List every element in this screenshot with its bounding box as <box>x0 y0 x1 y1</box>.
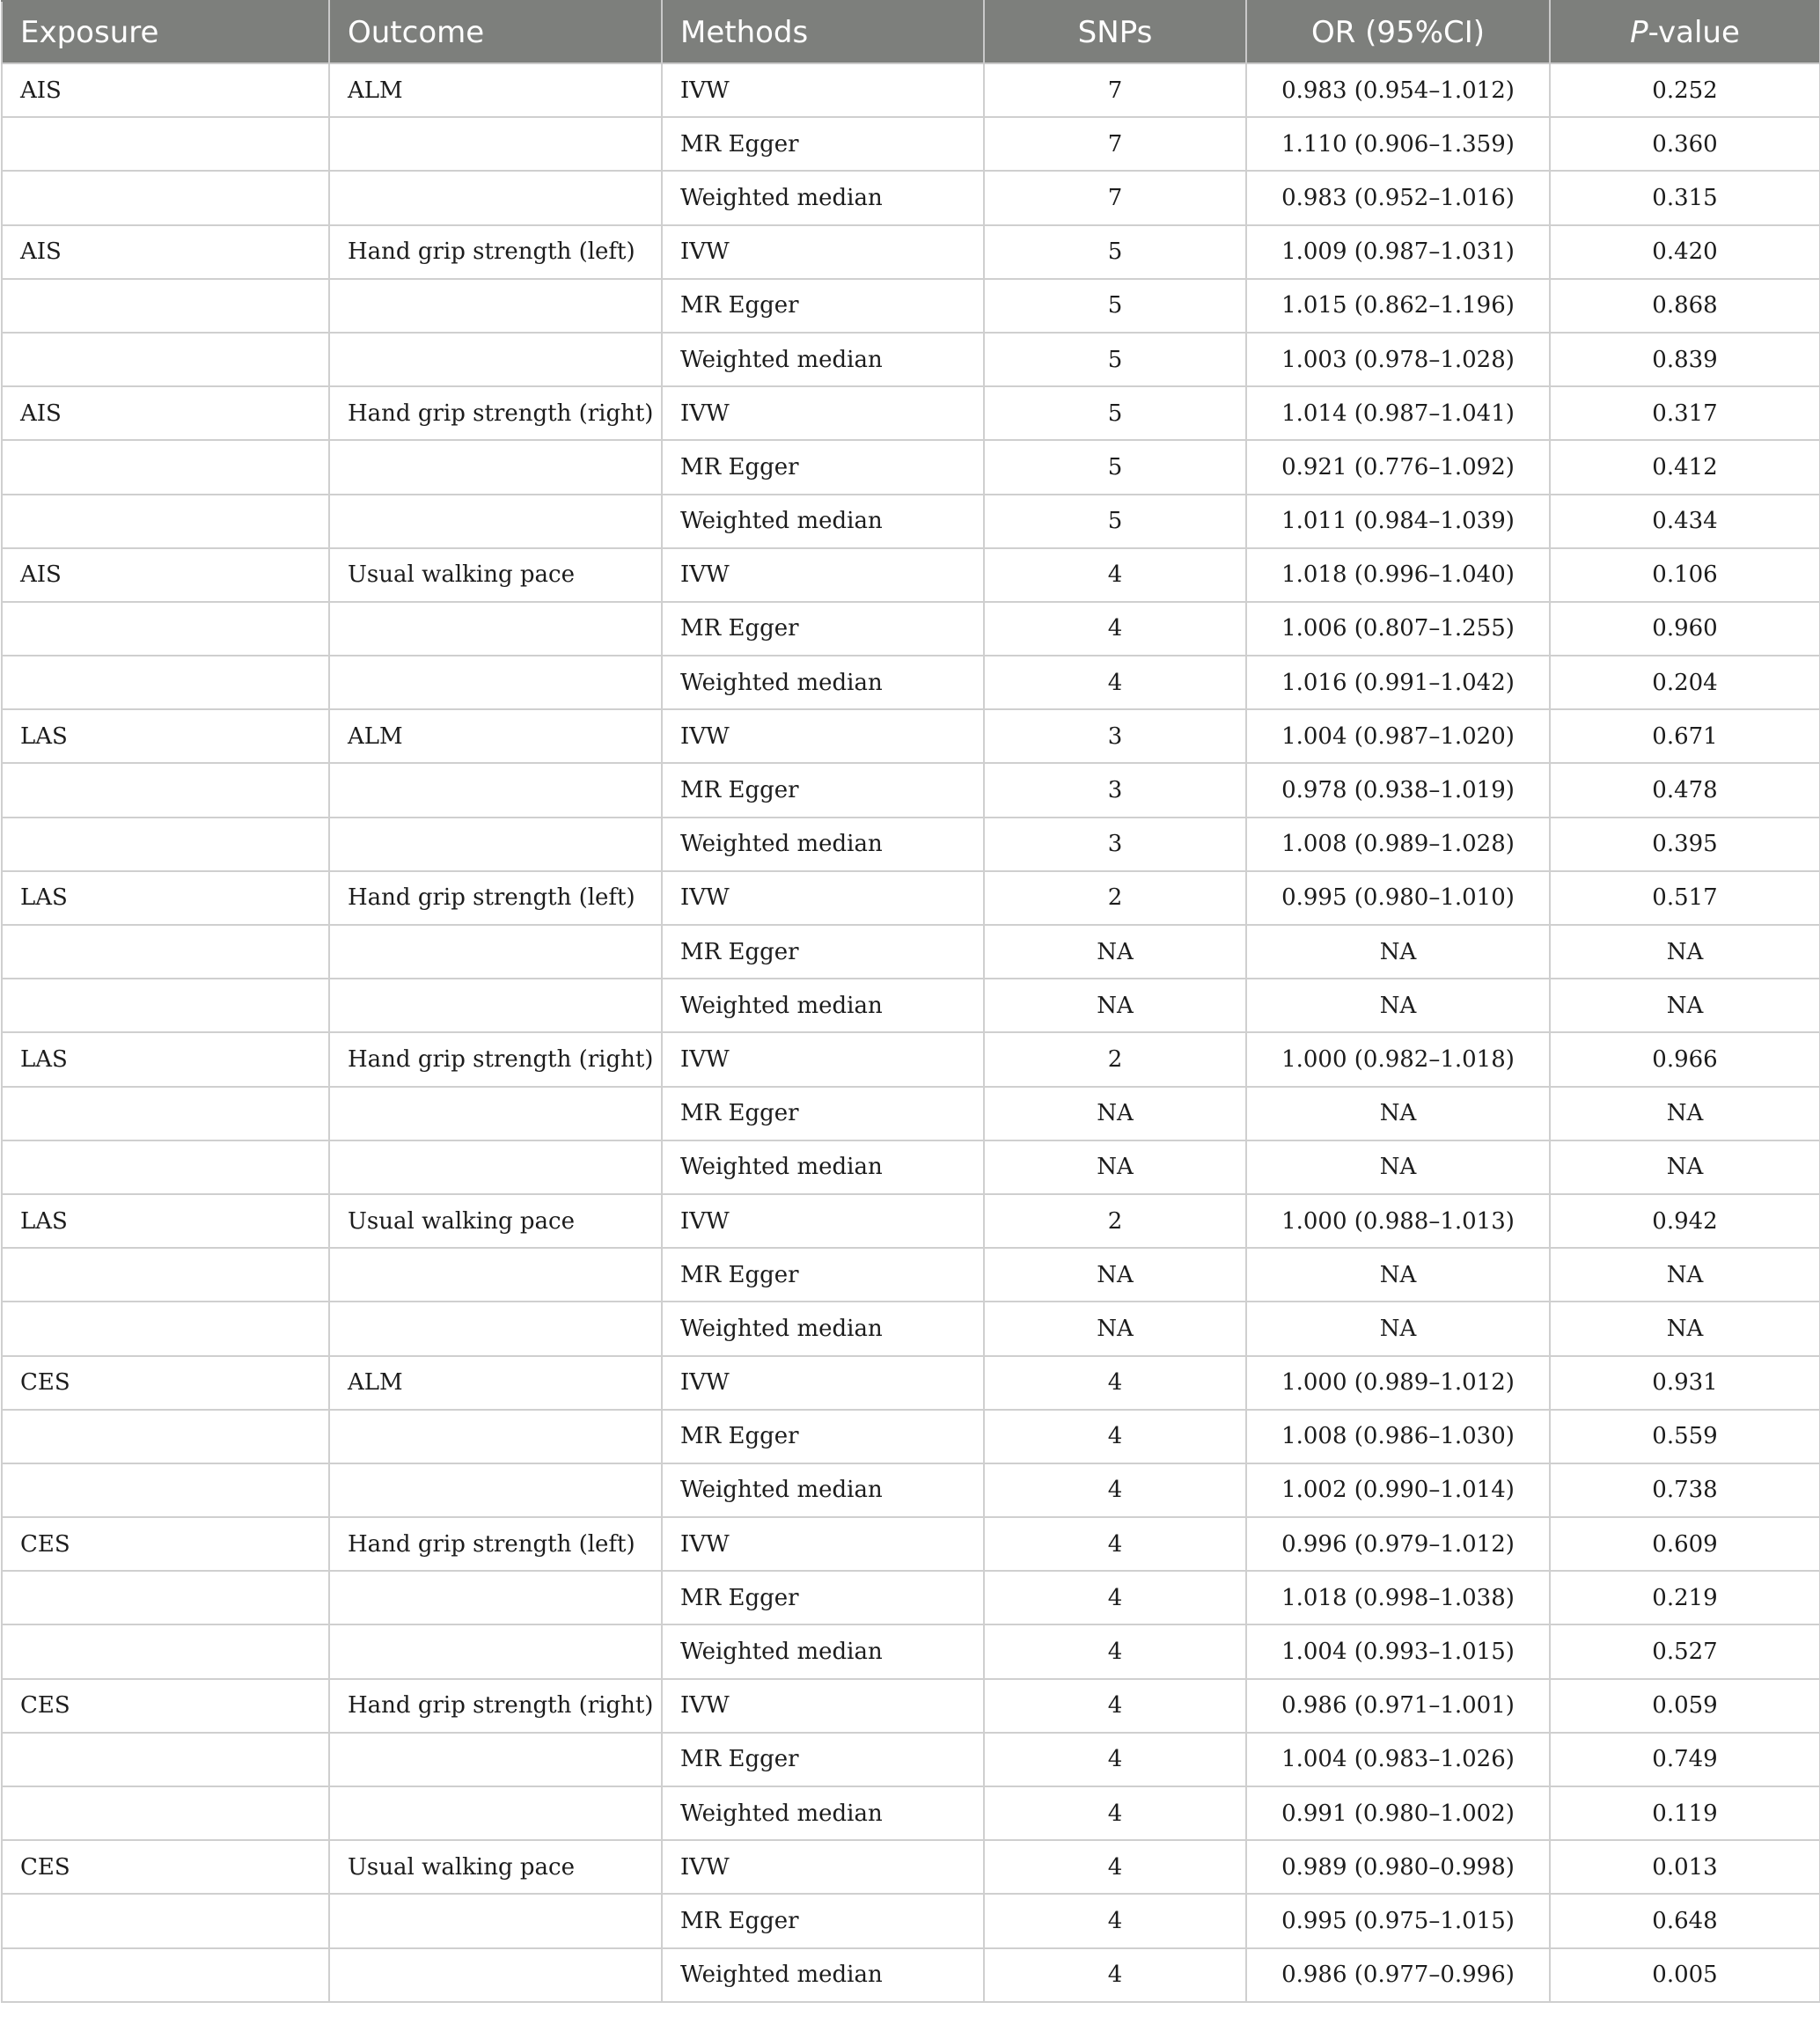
cell-or-ci: 0.986 (0.971–1.001) <box>1246 1679 1550 1733</box>
cell-snps: 4 <box>984 1894 1246 1947</box>
cell-method: IVW <box>662 548 984 602</box>
cell-snps: 7 <box>984 171 1246 224</box>
cell-snps: 4 <box>984 1948 1246 2002</box>
cell-method: MR Egger <box>662 1248 984 1302</box>
table-row <box>2 1733 1820 1786</box>
cell-method: IVW <box>662 1840 984 1894</box>
cell-snps: 4 <box>984 1624 1246 1678</box>
header-outcome: Outcome <box>329 1 662 63</box>
cell-snps: 4 <box>984 656 1246 709</box>
table-header <box>2 1 1820 63</box>
cell-method: Weighted median <box>662 495 984 548</box>
table-row <box>2 1894 1820 1947</box>
cell-method: IVW <box>662 1517 984 1571</box>
table-row <box>2 1087 1820 1140</box>
cell-or-ci: 1.002 (0.990–1.014) <box>1246 1463 1550 1517</box>
table-row <box>2 1679 1820 1733</box>
table-row <box>2 225 1820 279</box>
cell-exposure <box>2 1302 329 1355</box>
cell-outcome: ALM <box>329 1356 662 1410</box>
cell-exposure <box>2 1248 329 1302</box>
table-row <box>2 1140 1820 1194</box>
cell-outcome <box>329 495 662 548</box>
cell-exposure: AIS <box>2 225 329 279</box>
cell-snps: 5 <box>984 225 1246 279</box>
cell-outcome: Hand grip strength (left) <box>329 871 662 925</box>
cell-or-ci: 0.996 (0.979–1.012) <box>1246 1517 1550 1571</box>
table-row <box>2 709 1820 763</box>
cell-method: MR Egger <box>662 1894 984 1947</box>
cell-p-value: 0.931 <box>1550 1356 1820 1410</box>
header-exposure: Exposure <box>2 1 329 63</box>
cell-outcome <box>329 1410 662 1463</box>
cell-or-ci: 0.983 (0.952–1.016) <box>1246 171 1550 224</box>
header-p-suffix: -value <box>1648 14 1740 50</box>
cell-p-value: 0.119 <box>1550 1786 1820 1840</box>
cell-exposure <box>2 1786 329 1840</box>
cell-snps: 4 <box>984 1410 1246 1463</box>
cell-p-value: 0.609 <box>1550 1517 1820 1571</box>
cell-method: Weighted median <box>662 1624 984 1678</box>
cell-method: IVW <box>662 63 984 117</box>
cell-exposure: LAS <box>2 1194 329 1248</box>
cell-method: MR Egger <box>662 1733 984 1786</box>
cell-p-value: 0.839 <box>1550 333 1820 386</box>
cell-outcome <box>329 1948 662 2002</box>
cell-method: Weighted median <box>662 1302 984 1355</box>
cell-method: IVW <box>662 871 984 925</box>
cell-snps: NA <box>984 925 1246 979</box>
cell-exposure: LAS <box>2 1032 329 1086</box>
cell-outcome: Usual walking pace <box>329 548 662 602</box>
cell-snps: 4 <box>984 1571 1246 1624</box>
cell-or-ci: 0.983 (0.954–1.012) <box>1246 63 1550 117</box>
cell-snps: 5 <box>984 279 1246 333</box>
cell-outcome: Hand grip strength (right) <box>329 1679 662 1733</box>
cell-outcome <box>329 1087 662 1140</box>
cell-snps: 4 <box>984 1356 1246 1410</box>
cell-exposure: CES <box>2 1679 329 1733</box>
cell-outcome <box>329 763 662 817</box>
cell-snps: 2 <box>984 1194 1246 1248</box>
table-row <box>2 1517 1820 1571</box>
cell-exposure <box>2 818 329 871</box>
cell-p-value: NA <box>1550 1087 1820 1140</box>
cell-exposure: LAS <box>2 871 329 925</box>
cell-exposure <box>2 1087 329 1140</box>
cell-outcome <box>329 925 662 979</box>
cell-p-value: 0.219 <box>1550 1571 1820 1624</box>
header-p-italic: P <box>1630 14 1648 50</box>
cell-exposure <box>2 1463 329 1517</box>
cell-p-value: 0.395 <box>1550 818 1820 871</box>
cell-or-ci: 1.008 (0.989–1.028) <box>1246 818 1550 871</box>
cell-exposure <box>2 1624 329 1678</box>
cell-method: Weighted median <box>662 1140 984 1194</box>
cell-outcome <box>329 1302 662 1355</box>
cell-or-ci: 1.014 (0.987–1.041) <box>1246 386 1550 440</box>
cell-exposure: AIS <box>2 63 329 117</box>
cell-snps: NA <box>984 1140 1246 1194</box>
table-row <box>2 818 1820 871</box>
cell-outcome: Usual walking pace <box>329 1840 662 1894</box>
cell-exposure <box>2 656 329 709</box>
table-row <box>2 656 1820 709</box>
cell-p-value: 0.059 <box>1550 1679 1820 1733</box>
cell-snps: 4 <box>984 1517 1246 1571</box>
table-row <box>2 1356 1820 1410</box>
cell-snps: 7 <box>984 117 1246 171</box>
table-row <box>2 1463 1820 1517</box>
cell-or-ci: 1.000 (0.989–1.012) <box>1246 1356 1550 1410</box>
header-row <box>2 1 1820 63</box>
cell-p-value: 0.960 <box>1550 602 1820 656</box>
table-row <box>2 925 1820 979</box>
cell-exposure: AIS <box>2 386 329 440</box>
cell-method: MR Egger <box>662 440 984 494</box>
cell-exposure <box>2 440 329 494</box>
cell-outcome <box>329 979 662 1032</box>
cell-outcome <box>329 171 662 224</box>
cell-method: IVW <box>662 1679 984 1733</box>
table-row <box>2 1302 1820 1355</box>
cell-or-ci: 1.004 (0.983–1.026) <box>1246 1733 1550 1786</box>
cell-or-ci: 0.978 (0.938–1.019) <box>1246 763 1550 817</box>
table-row <box>2 440 1820 494</box>
cell-outcome <box>329 440 662 494</box>
cell-outcome: Hand grip strength (right) <box>329 1032 662 1086</box>
cell-exposure <box>2 495 329 548</box>
cell-p-value: 0.517 <box>1550 871 1820 925</box>
cell-p-value: 0.252 <box>1550 63 1820 117</box>
cell-outcome: Hand grip strength (right) <box>329 386 662 440</box>
cell-or-ci: NA <box>1246 1140 1550 1194</box>
cell-exposure <box>2 763 329 817</box>
cell-method: IVW <box>662 1194 984 1248</box>
cell-p-value: NA <box>1550 979 1820 1032</box>
cell-snps: NA <box>984 979 1246 1032</box>
cell-or-ci: NA <box>1246 1087 1550 1140</box>
table-row <box>2 979 1820 1032</box>
table-row <box>2 1410 1820 1463</box>
cell-method: MR Egger <box>662 279 984 333</box>
cell-snps: 3 <box>984 709 1246 763</box>
cell-snps: NA <box>984 1087 1246 1140</box>
cell-outcome: Hand grip strength (left) <box>329 1517 662 1571</box>
cell-method: Weighted median <box>662 1786 984 1840</box>
cell-p-value: 0.648 <box>1550 1894 1820 1947</box>
cell-outcome <box>329 279 662 333</box>
cell-snps: 4 <box>984 548 1246 602</box>
header-snps: SNPs <box>984 1 1246 63</box>
cell-or-ci: 0.995 (0.980–1.010) <box>1246 871 1550 925</box>
cell-exposure <box>2 1571 329 1624</box>
cell-or-ci: 1.006 (0.807–1.255) <box>1246 602 1550 656</box>
cell-snps: 4 <box>984 1840 1246 1894</box>
cell-method: MR Egger <box>662 1410 984 1463</box>
cell-or-ci: 1.004 (0.987–1.020) <box>1246 709 1550 763</box>
cell-exposure: CES <box>2 1356 329 1410</box>
cell-p-value: 0.966 <box>1550 1032 1820 1086</box>
cell-or-ci: 1.008 (0.986–1.030) <box>1246 1410 1550 1463</box>
cell-outcome <box>329 1463 662 1517</box>
table-row <box>2 1624 1820 1678</box>
cell-exposure <box>2 1894 329 1947</box>
table-row <box>2 495 1820 548</box>
cell-p-value: 0.559 <box>1550 1410 1820 1463</box>
cell-or-ci: 0.995 (0.975–1.015) <box>1246 1894 1550 1947</box>
cell-or-ci: 1.003 (0.978–1.028) <box>1246 333 1550 386</box>
table-row <box>2 602 1820 656</box>
cell-p-value: 0.749 <box>1550 1733 1820 1786</box>
cell-method: IVW <box>662 1032 984 1086</box>
cell-outcome <box>329 1571 662 1624</box>
cell-method: MR Egger <box>662 117 984 171</box>
cell-snps: 4 <box>984 1733 1246 1786</box>
cell-snps: 5 <box>984 386 1246 440</box>
cell-snps: 5 <box>984 495 1246 548</box>
table-row <box>2 117 1820 171</box>
cell-or-ci: 1.018 (0.996–1.040) <box>1246 548 1550 602</box>
cell-outcome: ALM <box>329 63 662 117</box>
cell-exposure: CES <box>2 1840 329 1894</box>
cell-or-ci: NA <box>1246 979 1550 1032</box>
cell-outcome <box>329 602 662 656</box>
cell-outcome <box>329 1140 662 1194</box>
cell-exposure <box>2 333 329 386</box>
cell-p-value: 0.420 <box>1550 225 1820 279</box>
cell-outcome: Usual walking pace <box>329 1194 662 1248</box>
cell-outcome: ALM <box>329 709 662 763</box>
cell-outcome <box>329 333 662 386</box>
cell-method: IVW <box>662 386 984 440</box>
cell-snps: 4 <box>984 1463 1246 1517</box>
cell-exposure <box>2 602 329 656</box>
header-p-value <box>1550 1 1820 63</box>
cell-outcome <box>329 1624 662 1678</box>
cell-outcome <box>329 1248 662 1302</box>
cell-snps: 5 <box>984 440 1246 494</box>
cell-p-value: 0.005 <box>1550 1948 1820 2002</box>
cell-exposure <box>2 279 329 333</box>
cell-p-value: 0.942 <box>1550 1194 1820 1248</box>
cell-or-ci: NA <box>1246 1302 1550 1355</box>
cell-exposure <box>2 1410 329 1463</box>
table-row <box>2 871 1820 925</box>
cell-or-ci: 1.000 (0.982–1.018) <box>1246 1032 1550 1086</box>
cell-method: Weighted median <box>662 1948 984 2002</box>
cell-outcome: Hand grip strength (left) <box>329 225 662 279</box>
cell-exposure <box>2 925 329 979</box>
cell-or-ci: 0.989 (0.980–0.998) <box>1246 1840 1550 1894</box>
cell-p-value: 0.013 <box>1550 1840 1820 1894</box>
cell-p-value: 0.738 <box>1550 1463 1820 1517</box>
cell-method: MR Egger <box>662 1571 984 1624</box>
cell-p-value: 0.360 <box>1550 117 1820 171</box>
cell-or-ci: 1.009 (0.987–1.031) <box>1246 225 1550 279</box>
cell-p-value: 0.106 <box>1550 548 1820 602</box>
cell-outcome <box>329 1733 662 1786</box>
table-row <box>2 386 1820 440</box>
cell-snps: 3 <box>984 763 1246 817</box>
cell-or-ci: NA <box>1246 925 1550 979</box>
cell-snps: 2 <box>984 1032 1246 1086</box>
cell-snps: 3 <box>984 818 1246 871</box>
cell-p-value: 0.671 <box>1550 709 1820 763</box>
cell-method: MR Egger <box>662 925 984 979</box>
cell-snps: 5 <box>984 333 1246 386</box>
cell-exposure <box>2 171 329 224</box>
cell-or-ci: NA <box>1246 1248 1550 1302</box>
cell-snps: 7 <box>984 63 1246 117</box>
table-row <box>2 1948 1820 2002</box>
table-row <box>2 548 1820 602</box>
cell-exposure <box>2 1140 329 1194</box>
cell-exposure <box>2 1948 329 2002</box>
cell-or-ci: 0.991 (0.980–1.002) <box>1246 1786 1550 1840</box>
cell-or-ci: 1.011 (0.984–1.039) <box>1246 495 1550 548</box>
header-methods: Methods <box>662 1 984 63</box>
cell-exposure <box>2 117 329 171</box>
cell-p-value: 0.412 <box>1550 440 1820 494</box>
cell-exposure <box>2 979 329 1032</box>
table-row <box>2 171 1820 224</box>
cell-method: MR Egger <box>662 763 984 817</box>
cell-or-ci: 1.016 (0.991–1.042) <box>1246 656 1550 709</box>
cell-outcome <box>329 1894 662 1947</box>
results-table <box>1 0 1820 2003</box>
cell-method: Weighted median <box>662 1463 984 1517</box>
cell-outcome <box>329 1786 662 1840</box>
cell-exposure: AIS <box>2 548 329 602</box>
table-body <box>2 63 1820 2002</box>
cell-snps: 4 <box>984 1679 1246 1733</box>
cell-or-ci: 1.000 (0.988–1.013) <box>1246 1194 1550 1248</box>
cell-outcome <box>329 117 662 171</box>
cell-p-value: NA <box>1550 1140 1820 1194</box>
table-row <box>2 1248 1820 1302</box>
table-row <box>2 333 1820 386</box>
cell-or-ci: 0.921 (0.776–1.092) <box>1246 440 1550 494</box>
cell-method: Weighted median <box>662 979 984 1032</box>
cell-snps: 4 <box>984 602 1246 656</box>
cell-p-value: 0.527 <box>1550 1624 1820 1678</box>
cell-p-value: 0.868 <box>1550 279 1820 333</box>
cell-p-value: 0.315 <box>1550 171 1820 224</box>
cell-snps: 2 <box>984 871 1246 925</box>
cell-method: Weighted median <box>662 171 984 224</box>
cell-exposure <box>2 1733 329 1786</box>
cell-or-ci: 1.018 (0.998–1.038) <box>1246 1571 1550 1624</box>
cell-method: MR Egger <box>662 1087 984 1140</box>
cell-exposure: LAS <box>2 709 329 763</box>
cell-method: IVW <box>662 709 984 763</box>
cell-exposure: CES <box>2 1517 329 1571</box>
cell-method: Weighted median <box>662 818 984 871</box>
cell-outcome <box>329 818 662 871</box>
cell-method: MR Egger <box>662 602 984 656</box>
table-row <box>2 1032 1820 1086</box>
cell-outcome <box>329 656 662 709</box>
cell-method: IVW <box>662 225 984 279</box>
cell-p-value: NA <box>1550 1302 1820 1355</box>
table-row <box>2 279 1820 333</box>
cell-method: Weighted median <box>662 333 984 386</box>
cell-snps: 4 <box>984 1786 1246 1840</box>
cell-p-value: NA <box>1550 925 1820 979</box>
cell-or-ci: 1.110 (0.906–1.359) <box>1246 117 1550 171</box>
cell-p-value: 0.478 <box>1550 763 1820 817</box>
table-row <box>2 1571 1820 1624</box>
cell-or-ci: 1.015 (0.862–1.196) <box>1246 279 1550 333</box>
cell-method: IVW <box>662 1356 984 1410</box>
cell-or-ci: 1.004 (0.993–1.015) <box>1246 1624 1550 1678</box>
table-row <box>2 1194 1820 1248</box>
table-row <box>2 63 1820 117</box>
table-row <box>2 763 1820 817</box>
cell-snps: NA <box>984 1248 1246 1302</box>
table-row <box>2 1840 1820 1894</box>
cell-or-ci: 0.986 (0.977–0.996) <box>1246 1948 1550 2002</box>
cell-p-value: 0.204 <box>1550 656 1820 709</box>
table-row <box>2 1786 1820 1840</box>
header-or-ci: OR (95%CI) <box>1246 1 1550 63</box>
cell-method: Weighted median <box>662 656 984 709</box>
cell-snps: NA <box>984 1302 1246 1355</box>
cell-p-value: 0.434 <box>1550 495 1820 548</box>
cell-p-value: 0.317 <box>1550 386 1820 440</box>
cell-p-value: NA <box>1550 1248 1820 1302</box>
